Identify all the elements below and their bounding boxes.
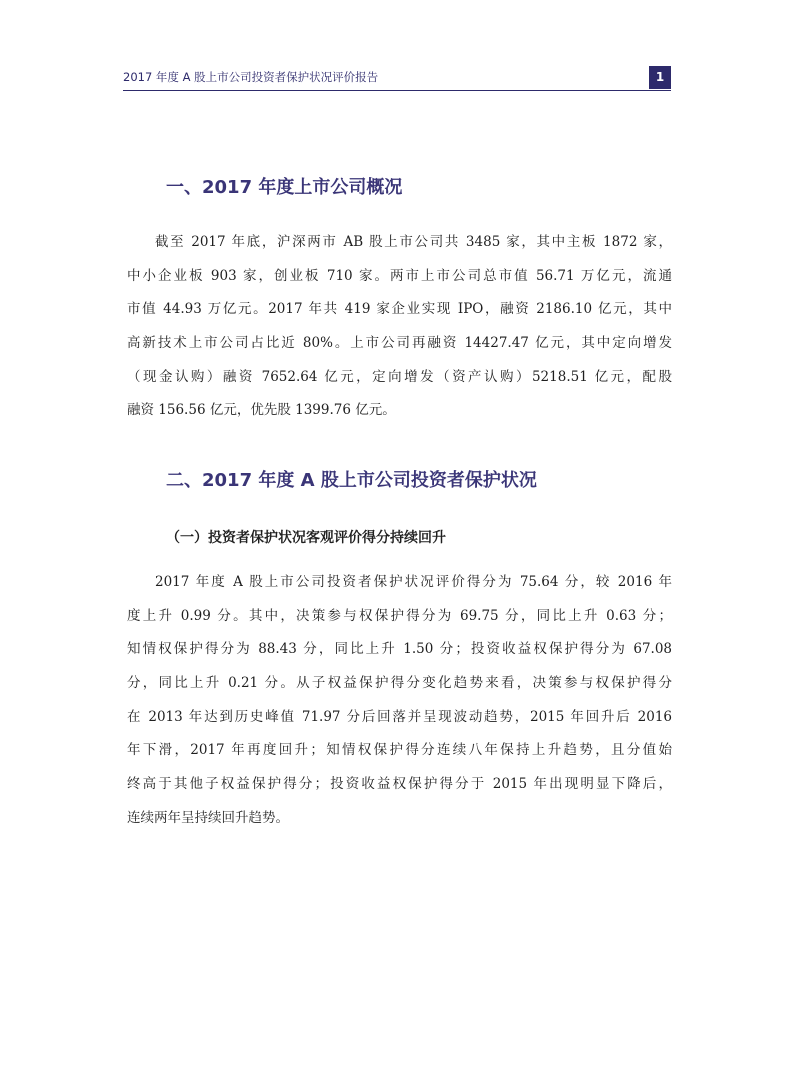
paragraph-line: 分，同比上升 0.21 分。从子权益保护得分变化趋势来看，决策参与权保护得分 <box>127 675 672 692</box>
paragraph-line: 高新技术上市公司占比近 80%。上市公司再融资 14427.47 亿元，其中定向增发 <box>127 335 672 352</box>
subsection-heading: （一）投资者保护状况客观评价得分持续回升 <box>166 530 446 546</box>
paragraph-line: 连续两年呈持续回升趋势。 <box>127 809 289 826</box>
report-title: 2017 年度 A 股上市公司投资者保护状况评价报告 <box>123 70 379 84</box>
overview-paragraph <box>127 226 672 428</box>
paragraph-line: 度上升 0.99 分。其中，决策参与权保护得分为 69.75 分，同比上升 0.63 分； <box>127 607 672 624</box>
section-heading-investor-protection: 二、2017 年度 A 股上市公司投资者保护状况 <box>166 470 537 491</box>
paragraph-line: 终高于其他子权益保护得分；投资收益权保护得分于 2015 年出现明显下降后， <box>127 776 672 793</box>
paragraph-line: 2017 年度 A 股上市公司投资者保护状况评价得分为 75.64 分，较 2016 年 <box>155 574 672 590</box>
investor-protection-paragraph <box>127 566 672 836</box>
page-number-badge: 1 <box>649 66 671 89</box>
paragraph-line: 融资 156.56 亿元，优先股 1399.76 亿元。 <box>127 402 396 419</box>
paragraph-line: 截至 2017 年底，沪深两市 AB 股上市公司共 3485 家，其中主板 1872 家， <box>155 234 672 250</box>
paragraph-line: 知情权保护得分为 88.43 分，同比上升 1.50 分；投资收益权保护得分为 67.08 <box>127 641 672 658</box>
page-header <box>123 66 671 91</box>
paragraph-line: （现金认购）融资 7652.64 亿元，定向增发（资产认购）5218.51 亿元，配股 <box>127 368 672 385</box>
paragraph-line: 市值 44.93 万亿元。2017 年共 419 家企业实现 IPO，融资 2186.10 亿元，其中 <box>127 301 672 318</box>
section-heading-overview: 一、2017 年度上市公司概况 <box>166 177 403 198</box>
paragraph-line: 在 2013 年达到历史峰值 71.97 分后回落并呈现波动趋势，2015 年回升后 2016 <box>127 708 672 725</box>
paragraph-line: 年下滑，2017 年再度回升；知情权保护得分连续八年保持上升趋势，且分值始 <box>127 742 672 759</box>
paragraph-line: 中小企业板 903 家，创业板 710 家。两市上市公司总市值 56.71 万亿元，流通 <box>127 267 672 284</box>
